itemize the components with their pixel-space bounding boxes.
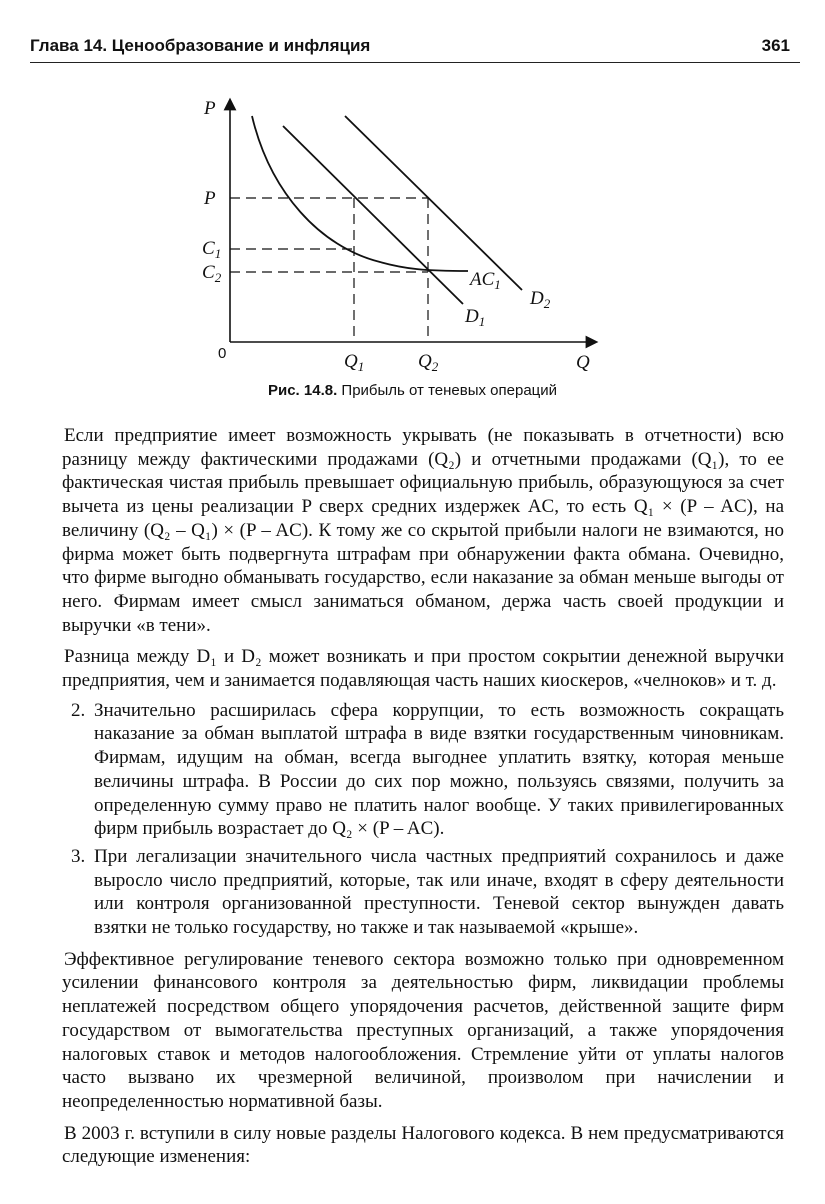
ac1-curve (252, 116, 468, 271)
origin-label: 0 (218, 345, 227, 362)
caption-text: Прибыль от теневых операций (337, 382, 558, 399)
numbered-list (62, 699, 784, 940)
c1-tick-label: $C_1$ (202, 238, 222, 261)
d1-label: $D_1$ (465, 306, 486, 329)
y-axis-label: P (204, 98, 216, 119)
profit-diagram (180, 92, 600, 377)
q1-tick-label: $Q_1$ (344, 351, 365, 374)
d2-line (345, 116, 522, 290)
x-axis-label: Q (576, 352, 590, 373)
figure-caption (0, 382, 825, 399)
price-tick-label: P (204, 188, 216, 209)
ac1-label: $AC_1$ (470, 269, 501, 292)
d1-line (283, 126, 463, 304)
paragraph-2: Разница между D₁ и D₂ может возникать и при простом сокрытии денежной выручки предприятия, чем и занимается подавляющая часть наших киоскеров, «челноков» и т. д. (62, 646, 784, 692)
d2-label: $D_2$ (530, 288, 551, 311)
paragraph-1: Если предприятие имеет возможность укрывать (не показывать в отчетности) всю разницу между фактическими продажами (Q₂) и отчетными продажами (Q₁), то ее фактическая чистая прибыль превышает официальную прибыль, образующуюся за счет вычета из цены реализации P сверх средних издержек AC, то есть Q₁ × (P – AC), на величину (Q₂ – Q₁) × (P – AC). К тому же со скрытой прибыли налоги не взимаются, но фирма может быть подвергнута штрафам при обнаружении факта обмана. Очевидно, что фирме выгодно обманывать государство, если наказание за обман меньше выгоды от него. Фирмам имеет смысл заниматься обманом, держа часть своей продукции и выручки «в тени». (62, 425, 784, 636)
list-item-2: 2. Значительно расширилась сфера коррупции, то есть возможность сокращать наказание за обман выплатой штрафа в виде взятки государственным чиновникам. Фирмам, идущим на обман, всегда выгоднее уплатить взятку, которая меньше величины штрафа. В России до сих пор можно, пользуясь связями, получить за определенную сумму право не платить налог вообще. У таких привилегированных фирм прибыль возрастает до Q₂ × (P – AC). (90, 699, 784, 841)
paragraph-3: Эффективное регулирование теневого сектора возможно только при одновременном усилении финансового контроля за деятельностью фирм, ликвидации проблемы неплатежей посредством общего упорядочения расчетов, действенной защите фирм государством от вымогательства преступных организаций, а также упорядочения налоговых ставок и методов налогообложения. Стремление уйти от уплаты налогов часто вызвано их чрезмерной величиной, произволом при начислении и неопределенностью нормативной базы. (62, 948, 784, 1112)
caption-number: Рис. 14.8. (267, 382, 338, 399)
chapter-title: Глава 14. Ценообразование и инфляция (30, 36, 371, 55)
page-number: 361 (761, 36, 790, 55)
list-item-3: 3. При легализации значительного числа частных предприятий сохранилось и даже выросло число предприятий, которые, так или иначе, входят в сферу деятельности или контроля организованной преступности. Теневой сектор вынужден давать взятки не только государству, но также и так называемой «крыше». (90, 845, 784, 940)
body-text (62, 424, 784, 1169)
c2-tick-label: $C_2$ (202, 262, 222, 285)
q2-tick-label: $Q_2$ (418, 351, 439, 374)
paragraph-4: В 2003 г. вступили в силу новые разделы Налогового кодекса. В нем предусматриваются следующие изменения: (62, 1122, 784, 1168)
page-header (30, 34, 800, 63)
